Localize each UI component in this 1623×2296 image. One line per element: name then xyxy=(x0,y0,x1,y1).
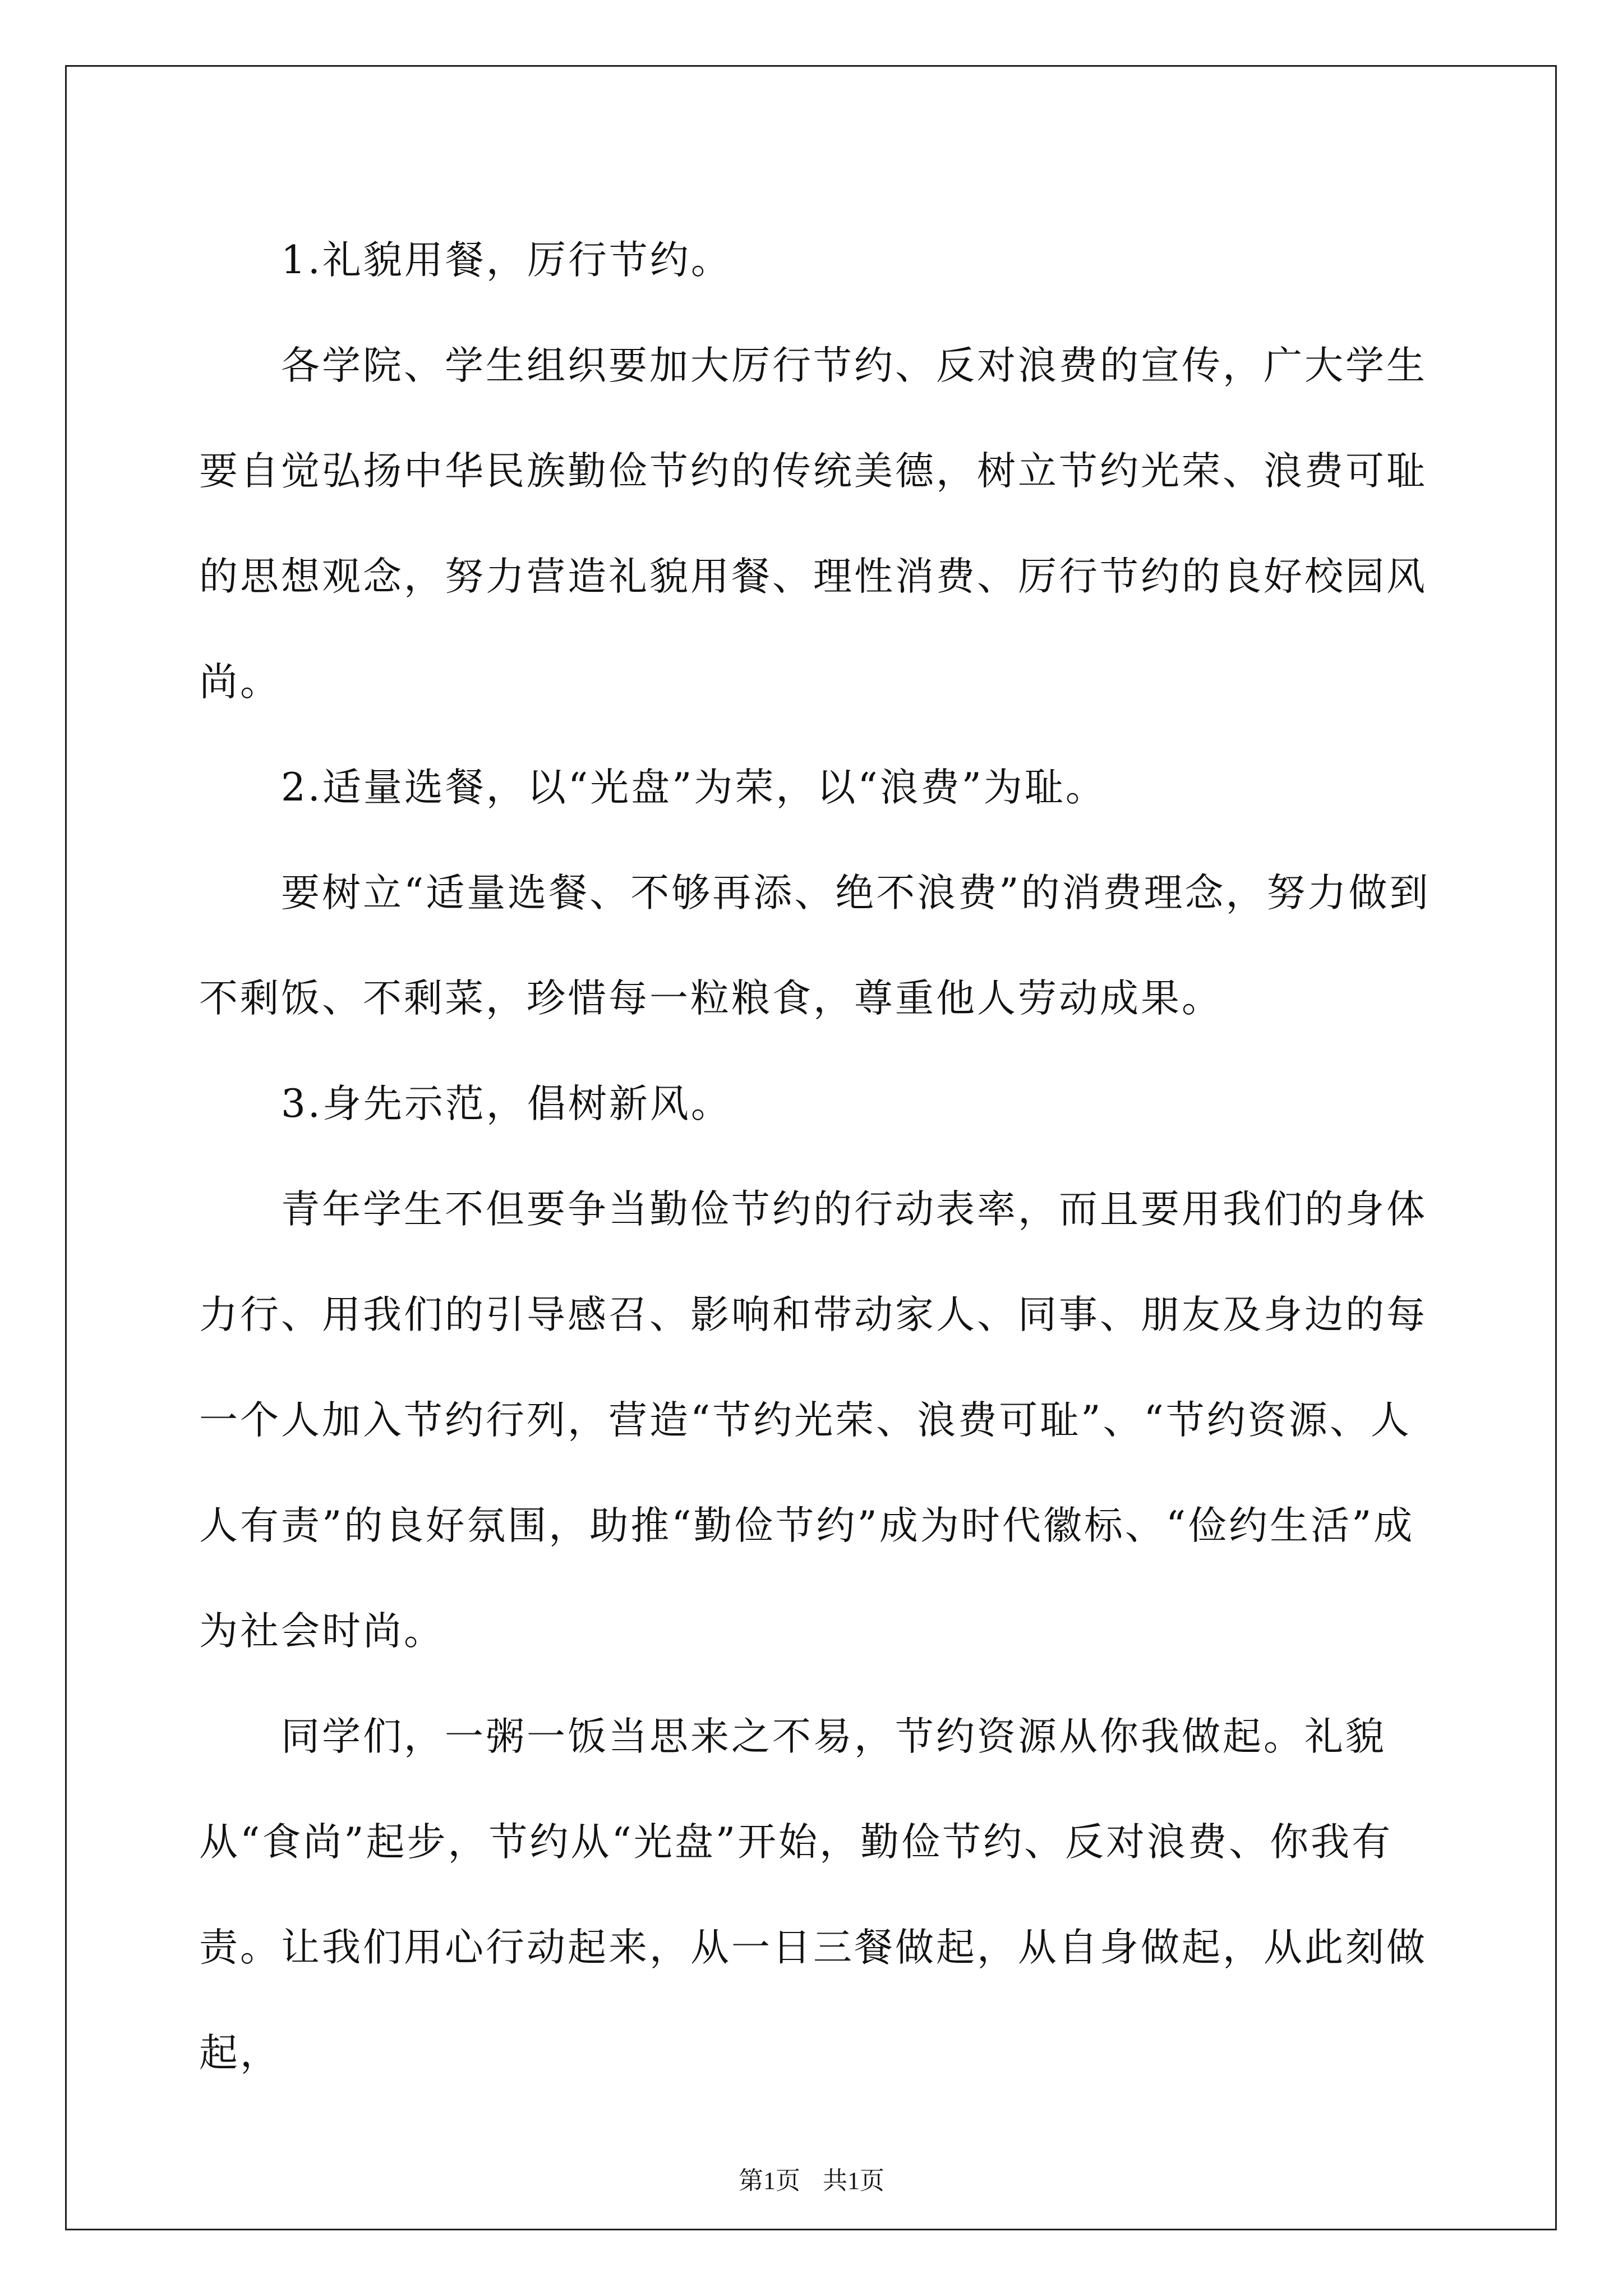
page-footer xyxy=(0,2164,1623,2198)
paragraph-heading-3: 3.身先示范，倡树新风。 xyxy=(281,1082,732,1126)
page-total: 共1页 xyxy=(823,2167,884,2194)
paragraph: 同学们，一粥一饭当思来之不易，节约资源从你我做起。礼貌从“食尚”起步，节约从“光盘”开始，勤俭节约、反对浪费、你我有责。让我们用心行动起来，从一日三餐做起，从自身做起，从此刻做起， xyxy=(199,1714,1427,2076)
paragraph: 要树立“适量选餐、不够再添、绝不浪费”的消费理念，努力做到不剩饭、不剩菜，珍惜每一粒粮食，尊重他人劳动成果。 xyxy=(199,871,1431,1021)
page-number: 第1页 xyxy=(739,2167,800,2194)
paragraph-heading-2: 2.适量选餐，以“光盘”为荣，以“浪费”为耻。 xyxy=(281,765,1106,810)
paragraph: 各学院、学生组织要加大厉行节约、反对浪费的宣传，广大学生要自觉弘扬中华民族勤俭节约的传统美德，树立节约光荣、浪费可耻的思想观念，努力营造礼貌用餐、理性消费、厉行节约的良好校园风尚。 xyxy=(199,343,1427,705)
document-body xyxy=(199,208,1438,2106)
paragraph-heading-1: 1.礼貌用餐，厉行节约。 xyxy=(281,238,732,283)
paragraph: 青年学生不但要争当勤俭节约的行动表率，而且要用我们的身体力行、用我们的引导感召、影响和带动家人、同事、朋友及身边的每一个人加入节约行列，营造“节约光荣、浪费可耻”、“节约资源、人人有责”的良好氛围，助推“勤俭节约”成为时代徽标、“俭约生活”成为社会时尚。 xyxy=(199,1187,1427,1654)
